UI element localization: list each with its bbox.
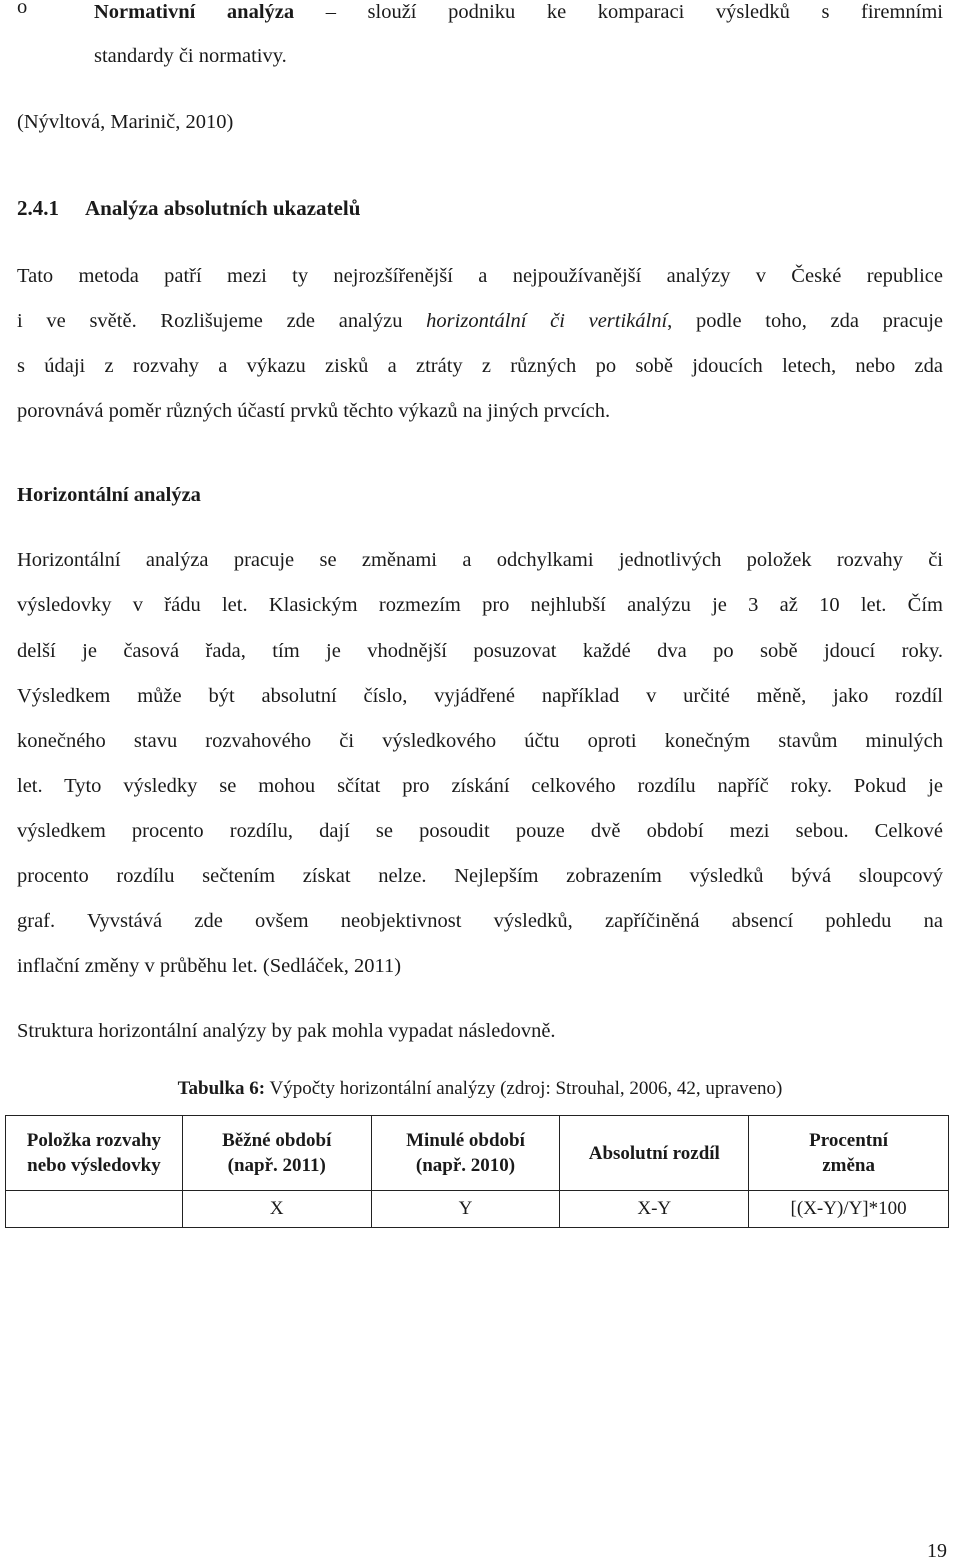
para1-italic-terms: horizontální či vertikální xyxy=(426,310,668,332)
table-header-cell: Běžné období (např. 2011) xyxy=(182,1116,371,1191)
para2-line: graf. Vyvstává zde ovšem neobjektivnost výsledků, zapříčiněná absencí pohledu na xyxy=(17,910,943,932)
section-heading xyxy=(17,193,360,223)
bullet-term: Normativní analýza xyxy=(94,1,295,23)
table-cell xyxy=(6,1191,183,1228)
para2-line: procento rozdílu sečtením získat nelze. Nejlepším zobrazením výsledků bývá sloupcový xyxy=(17,865,943,887)
para2-line: Výsledkem může být absolutní číslo, vyjádřené například v určité měně, jako rozdíl xyxy=(17,685,943,707)
page-number: 19 xyxy=(927,1540,947,1562)
table-header-row xyxy=(6,1116,949,1191)
table-cell: Y xyxy=(371,1191,560,1228)
para2-line: let. Tyto výsledky se mohou sčítat pro získání celkového rozdílu napříč roky. Pokud je xyxy=(17,775,943,797)
table-header-cell: Položka rozvahy nebo výsledovky xyxy=(6,1116,183,1191)
table-header-cell: Procentní změna xyxy=(749,1116,949,1191)
table-caption-label: Tabulka 6: xyxy=(177,1078,266,1099)
citation: (Nývltová, Marinič, 2010) xyxy=(17,111,234,133)
bullet-line1-rest: – slouží podniku ke komparaci výsledků s firemními xyxy=(325,1,943,23)
para2-line: Horizontální analýza pracuje se změnami a odchylkami jednotlivých položek rozvahy či xyxy=(17,549,943,571)
para2-line: delší je časová řada, tím je vhodnější posuzovat každé dva po sobě jdoucí roky. xyxy=(17,640,943,662)
table-row xyxy=(6,1191,949,1228)
bullet-line-1 xyxy=(94,0,943,28)
para1-line2-a: i ve světě. Rozlišujeme zde analýzu xyxy=(17,310,427,332)
table-caption xyxy=(17,1078,943,1100)
table-cell: X-Y xyxy=(560,1191,749,1228)
bullet-item-normative xyxy=(17,0,943,28)
subheading: Horizontální analýza xyxy=(17,484,201,506)
section-title: Analýza absolutních ukazatelů xyxy=(85,196,361,220)
table-caption-text: Výpočty horizontální analýzy (zdroj: Strouhal, 2006, 42, upraveno) xyxy=(265,1078,783,1099)
para2-line: inflační změny v průběhu let. (Sedláček, 2011) xyxy=(17,955,402,977)
para1-line-3: s údaji z rozvahy a výkazu zisků a ztráty z různých po sobě jdoucích letech, nebo zda xyxy=(17,355,943,377)
para2-line: konečného stavu rozvahového či výsledkového účtu oproti konečným stavům minulých xyxy=(17,730,943,752)
table-header-cell: Minulé období (např. 2010) xyxy=(371,1116,560,1191)
para1-line-2 xyxy=(17,306,943,336)
para2-line: výsledkem procento rozdílu, dají se posoudit pouze dvě období mezi sebou. Celkové xyxy=(17,820,943,842)
para2-line: výsledovky v řádu let. Klasickým rozmezím pro nejhlubší analýzu je 3 až 10 let. Čím xyxy=(17,594,943,616)
bullet-marker: o xyxy=(17,0,28,18)
para1-line-1: Tato metoda patří mezi ty nejrozšířenější a nejpoužívanější analýzy v České republice xyxy=(17,265,943,287)
para3: Struktura horizontální analýzy by pak mohla vypadat následovně. xyxy=(17,1020,556,1042)
section-number: 2.4.1 xyxy=(17,196,59,220)
bullet-line-2: standardy či normativy. xyxy=(94,45,287,67)
horizontal-analysis-table xyxy=(5,1115,949,1228)
para1-line-4: porovnává poměr různých účastí prvků těchto výkazů na jiných prvcích. xyxy=(17,400,611,422)
table-cell: X xyxy=(182,1191,371,1228)
document-page xyxy=(17,0,947,1568)
para1-line2-b: , podle toho, zda pracuje xyxy=(667,310,943,332)
table-cell: [(X-Y)/Y]*100 xyxy=(749,1191,949,1228)
table-header-cell: Absolutní rozdíl xyxy=(560,1116,749,1191)
